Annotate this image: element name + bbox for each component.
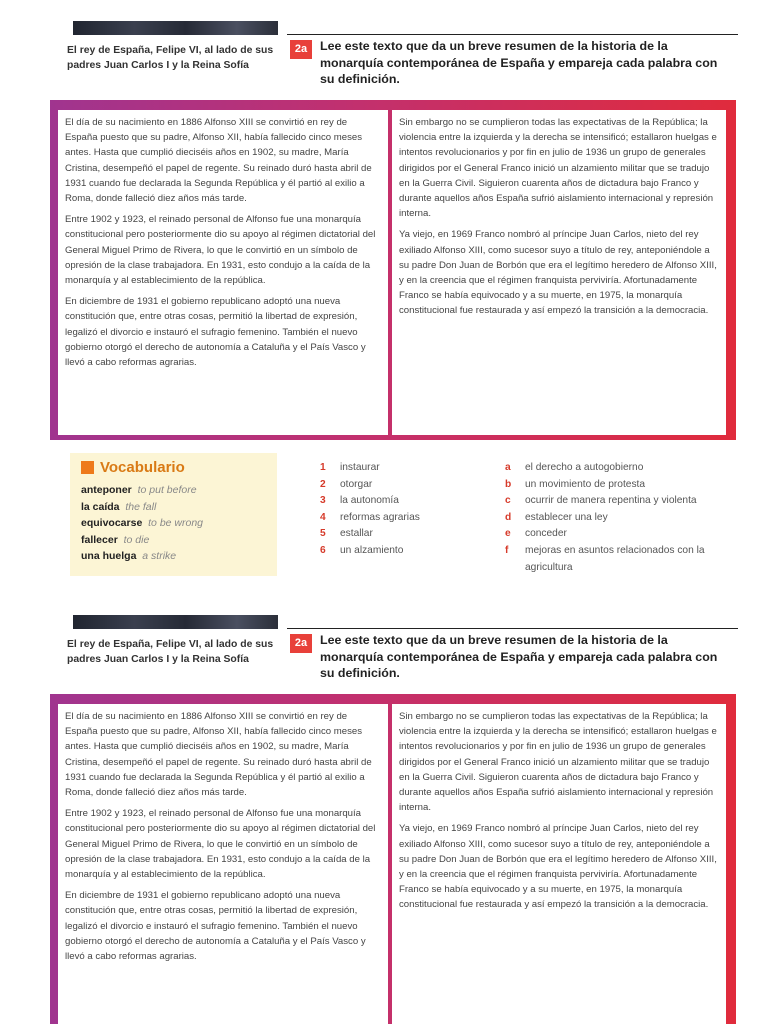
text-column-right — [392, 110, 726, 435]
paragraph: Sin embargo no se cumplieron todas las expectativas de la República; la violencia entre la izquierda y la derecha se intensificó; estallaron huelgas e intentos revolucionarios y por fin en julio de 1936 un grupo de generales dirigidos por el General Franco inició un alzamiento militar que se tradujo en la Guerra Civil. Siguieron cuarenta años de dictadura bajo Franco y durante aquellos años España sufrió aislamiento internacional y represión interna. — [399, 711, 717, 814]
reading-frame — [50, 100, 736, 440]
reading-frame — [50, 694, 736, 1024]
list-item: f mejoras en asuntos relacionados con la agricultura — [505, 544, 705, 573]
divider — [287, 628, 738, 629]
paragraph: Ya viejo, en 1969 Franco nombró al príncipe Juan Carlos, nieto del rey exiliado Alfonso XIII, como sucesor suyo a título de rey, anteponiéndole a su padre Don Juan de Borbón que era el legítimo heredero de Alfonso XIII, y en la creencia que el régimen franquista perviviría. Afortunadamente Franco se había equivocado y a su muerte, en 1975, la monarquía constitucional fue restaurada y así empezó la transición a la democracia. — [399, 823, 717, 911]
definition-list — [505, 460, 725, 576]
paragraph: Entre 1902 y 1923, el reinado personal de Alfonso fue una monarquía constitucional pero posteriormente dio su apoyo al régimen dictatorial del General Miguel Primo de Rivera, lo que le convirtió en un símbolo de opresión de la clase trabajadora. En 1931, esto condujo a la caída de la monarquía y al establecimiento de la república. — [65, 808, 376, 881]
list-item: 5 estallar — [320, 528, 373, 540]
exercise-badge: 2a — [290, 40, 312, 59]
text-column-left — [58, 110, 388, 435]
page-section-1 — [0, 21, 768, 573]
divider — [287, 34, 738, 35]
paragraph: Sin embargo no se cumplieron todas las expectativas de la República; la violencia entre la izquierda y la derecha se intensificó; estallaron huelgas e intentos revolucionarios y por fin en julio de 1936 un grupo de generales dirigidos por el General Franco inició un alzamiento militar que se tradujo en la Guerra Civil. Siguieron cuarenta años de dictadura bajo Franco y durante aquellos años España sufrió aislamiento internacional y represión interna. — [399, 117, 717, 220]
paragraph: Ya viejo, en 1969 Franco nombró al príncipe Juan Carlos, nieto del rey exiliado Alfonso XIII, como sucesor suyo a título de rey, anteponiéndole a su padre Don Juan de Borbón que era el legítimo heredero de Alfonso XIII, y en la creencia que el régimen franquista perviviría. Afortunadamente Franco se había equivocado y a su muerte, en 1975, la monarquía constitucional fue restaurada y así empezó la transición a la democracia. — [399, 229, 717, 317]
vocabulary-box — [70, 453, 277, 576]
paragraph: En diciembre de 1931 el gobierno republicano adoptó una nueva constitución que, entre otras cosas, permitió la libertad de expresión, legalizó el divorcio e instauró el sufragio femenino. También el nuevo gobierno otorgó el derecho de autonomía a Cataluña y el País Vasco y llevó a cabo reformas agrarias. — [65, 296, 366, 369]
vocab-item: anteponer to put before — [81, 484, 197, 496]
royal-family-photo — [73, 21, 278, 35]
photo-caption: El rey de España, Felipe VI, al lado de sus padres Juan Carlos I y la Reina Sofía — [67, 639, 274, 665]
square-icon — [81, 461, 94, 474]
paragraph: El día de su nacimiento en 1886 Alfonso XIII se convirtió en rey de España puesto que su padre, Alfonso XII, había fallecido cinco meses antes. Hasta que cumplió dieciséis años en 1902, su madre, María Cristina, desempeñó el papel de regente. Su reinado duró hasta abril de 1931 cuando fue declarada la Segunda República y él partió al exilio a Roma, donde falleció diez años más tarde. — [65, 117, 372, 205]
text-column-right — [392, 704, 726, 1024]
exercise-instruction: Lee este texto que da un breve resumen de la historia de la monarquía contemporánea de España y empareja cada palabra con su definición. — [320, 633, 718, 680]
list-item: 6 un alzamiento — [320, 544, 404, 556]
paragraph: En diciembre de 1931 el gobierno republicano adoptó una nueva constitución que, entre otras cosas, permitió la libertad de expresión, legalizó el divorcio e instauró el sufragio femenino. También el nuevo gobierno otorgó el derecho de autonomía a Cataluña y el País Vasco y llevó a cabo reformas agrarias. — [65, 890, 366, 963]
paragraph: El día de su nacimiento en 1886 Alfonso XIII se convirtió en rey de España puesto que su padre, Alfonso XII, había fallecido cinco meses antes. Hasta que cumplió dieciséis años en 1902, su madre, María Cristina, desempeñó el papel de regente. Su reinado duró hasta abril de 1931 cuando fue declarada la Segunda República y él partió al exilio a Roma, donde falleció diez años más tarde. — [65, 711, 372, 799]
word-list — [320, 460, 480, 560]
list-item: c ocurrir de manera repentina y violenta — [505, 495, 697, 507]
vocab-item: la caída the fall — [81, 500, 157, 513]
list-item: 2 otorgar — [320, 478, 373, 490]
list-item: 4 reformas agrarias — [320, 511, 420, 523]
paragraph: Entre 1902 y 1923, el reinado personal de Alfonso fue una monarquía constitucional pero posteriormente dio su apoyo al régimen dictatorial del General Miguel Primo de Rivera, lo que le convirtió en un símbolo de opresión de la clase trabajadora. En 1931, esto condujo a la caída de la monarquía y al establecimiento de la república. — [65, 214, 376, 287]
list-item: e conceder — [505, 528, 567, 540]
list-item: 3 la autonomía — [320, 495, 399, 507]
royal-family-photo — [73, 615, 278, 629]
exercise-instruction: Lee este texto que da un breve resumen de la historia de la monarquía contemporánea de España y empareja cada palabra con su definición. — [320, 39, 718, 86]
list-item: a el derecho a autogobierno — [505, 462, 644, 473]
list-item: b un movimiento de protesta — [505, 478, 646, 490]
vocab-item: fallecer to die — [81, 533, 150, 546]
vocabulary-title: Vocabulario — [100, 459, 185, 476]
text-column-left — [58, 704, 388, 1024]
vocab-item: una huelga a strike — [81, 550, 177, 562]
exercise-badge: 2a — [290, 634, 312, 653]
vocab-item: equivocarse to be wrong — [81, 517, 204, 529]
list-item: d establecer una ley — [505, 511, 608, 523]
photo-caption: El rey de España, Felipe VI, al lado de sus padres Juan Carlos I y la Reina Sofía — [67, 45, 274, 71]
list-item: 1 instaurar — [320, 462, 380, 473]
page-section-2 — [0, 615, 768, 1024]
